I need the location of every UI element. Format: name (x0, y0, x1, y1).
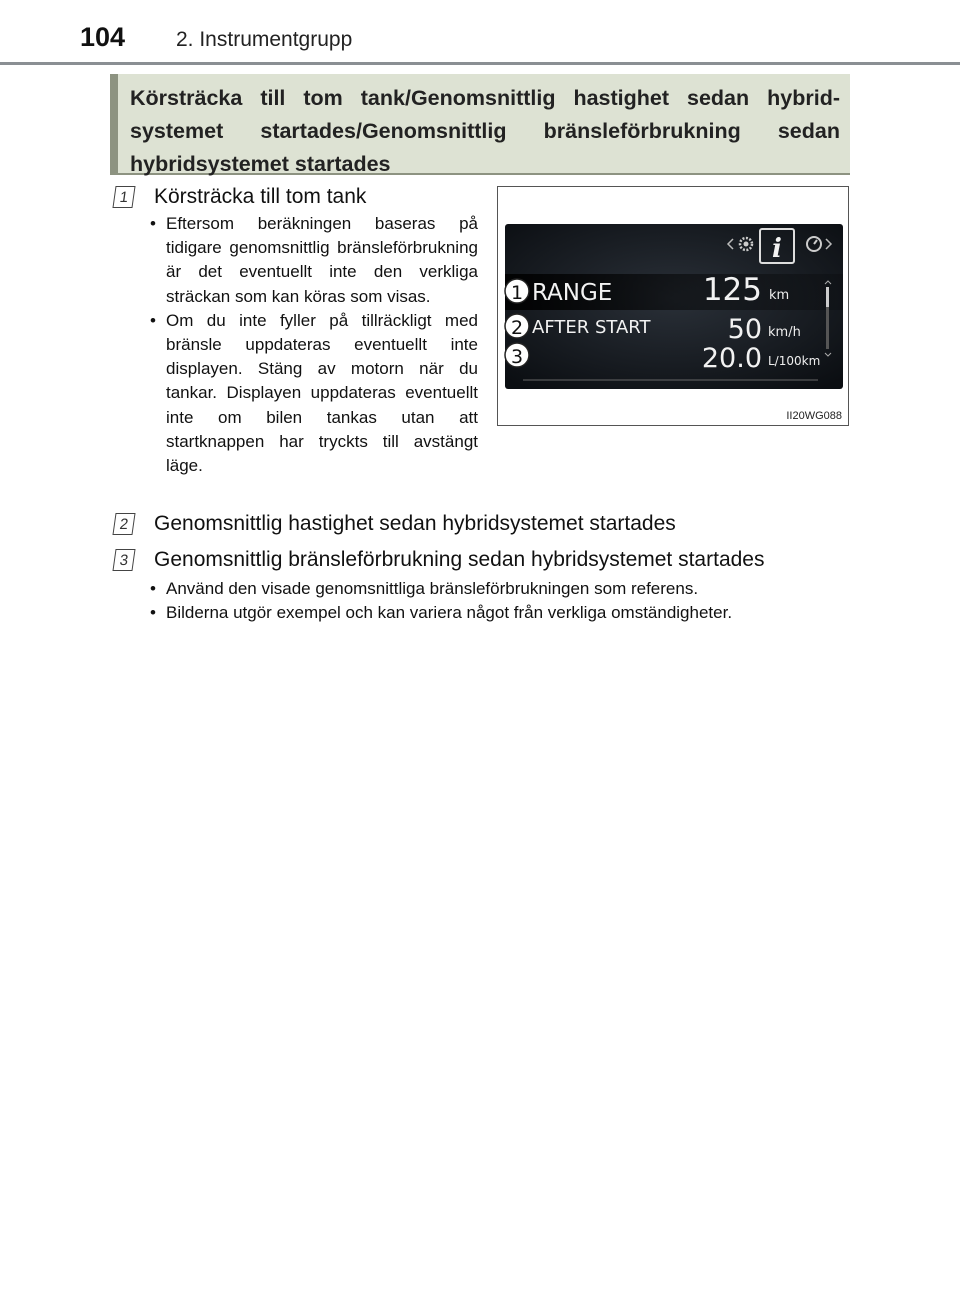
page-number: 104 (80, 22, 126, 52)
item-1-bullets (142, 212, 478, 478)
callout-3-number: 3 (510, 346, 524, 368)
instrument-display-figure (497, 186, 849, 426)
display-row-value: 20.0 (701, 343, 762, 374)
instrument-display-illustration (498, 187, 847, 424)
item-number-badge: 3 (112, 549, 135, 571)
item-number-badge: 2 (112, 513, 135, 535)
display-row-unit: L/100km (768, 354, 821, 368)
display-row-label: RANGE (532, 280, 613, 306)
chapter-title: 2. Instrumentgrupp (176, 28, 353, 51)
svg-text:i: i (772, 234, 782, 264)
header-rule (0, 62, 960, 65)
display-row-unit: km/h (768, 325, 801, 340)
display-row-value: 50 (727, 314, 762, 345)
bullet-item: • Om du inte fyller på tillräckligt med bränsle uppdateras eventuellt inte displayen. Stäng av motorn när du tankar. Displayen uppdateras eventuellt inte om bilen tankas utan att startknappen har tryckts till avstängt läge. (142, 309, 478, 478)
item-3-bullets (142, 577, 852, 625)
bullet-item: • Bilderna utgör exempel och kan variera något från verkliga omständigheter. (142, 601, 852, 625)
display-row-unit: km (769, 288, 790, 303)
bullet-item: • Använd den visade genomsnittliga bränsleförbrukningen som referens. (142, 577, 852, 601)
item-label: Genomsnittlig bränsleförbrukning sedan hybridsystemet startades (154, 548, 765, 571)
item-3 (114, 546, 764, 574)
item-label: Körsträcka till tom tank (154, 185, 367, 208)
item-number-badge: 1 (112, 186, 135, 208)
item-1 (114, 183, 366, 211)
section-title: Körsträcka till tom tank/Genomsnittlig hastighet sedan hybridsystemet startades/Genomsnittlig bränsleförbrukning sedan hybridsystemet startades (130, 86, 840, 176)
display-row-value: 125 (702, 272, 762, 308)
section-heading-box (110, 74, 850, 175)
figure-code: II20WG088 (786, 410, 842, 422)
callout-1-number: 1 (510, 282, 524, 304)
bullet-item: • Eftersom beräkningen baseras på tidigare genomsnittlig bränsleförbrukning är det eventuellt inte den verkliga sträckan som kan köras som visas. (142, 212, 478, 309)
item-2 (114, 510, 676, 538)
display-row-label: AFTER START (532, 317, 651, 338)
item-label: Genomsnittlig hastighet sedan hybridsystemet startades (154, 512, 676, 535)
callout-2-number: 2 (510, 317, 524, 339)
